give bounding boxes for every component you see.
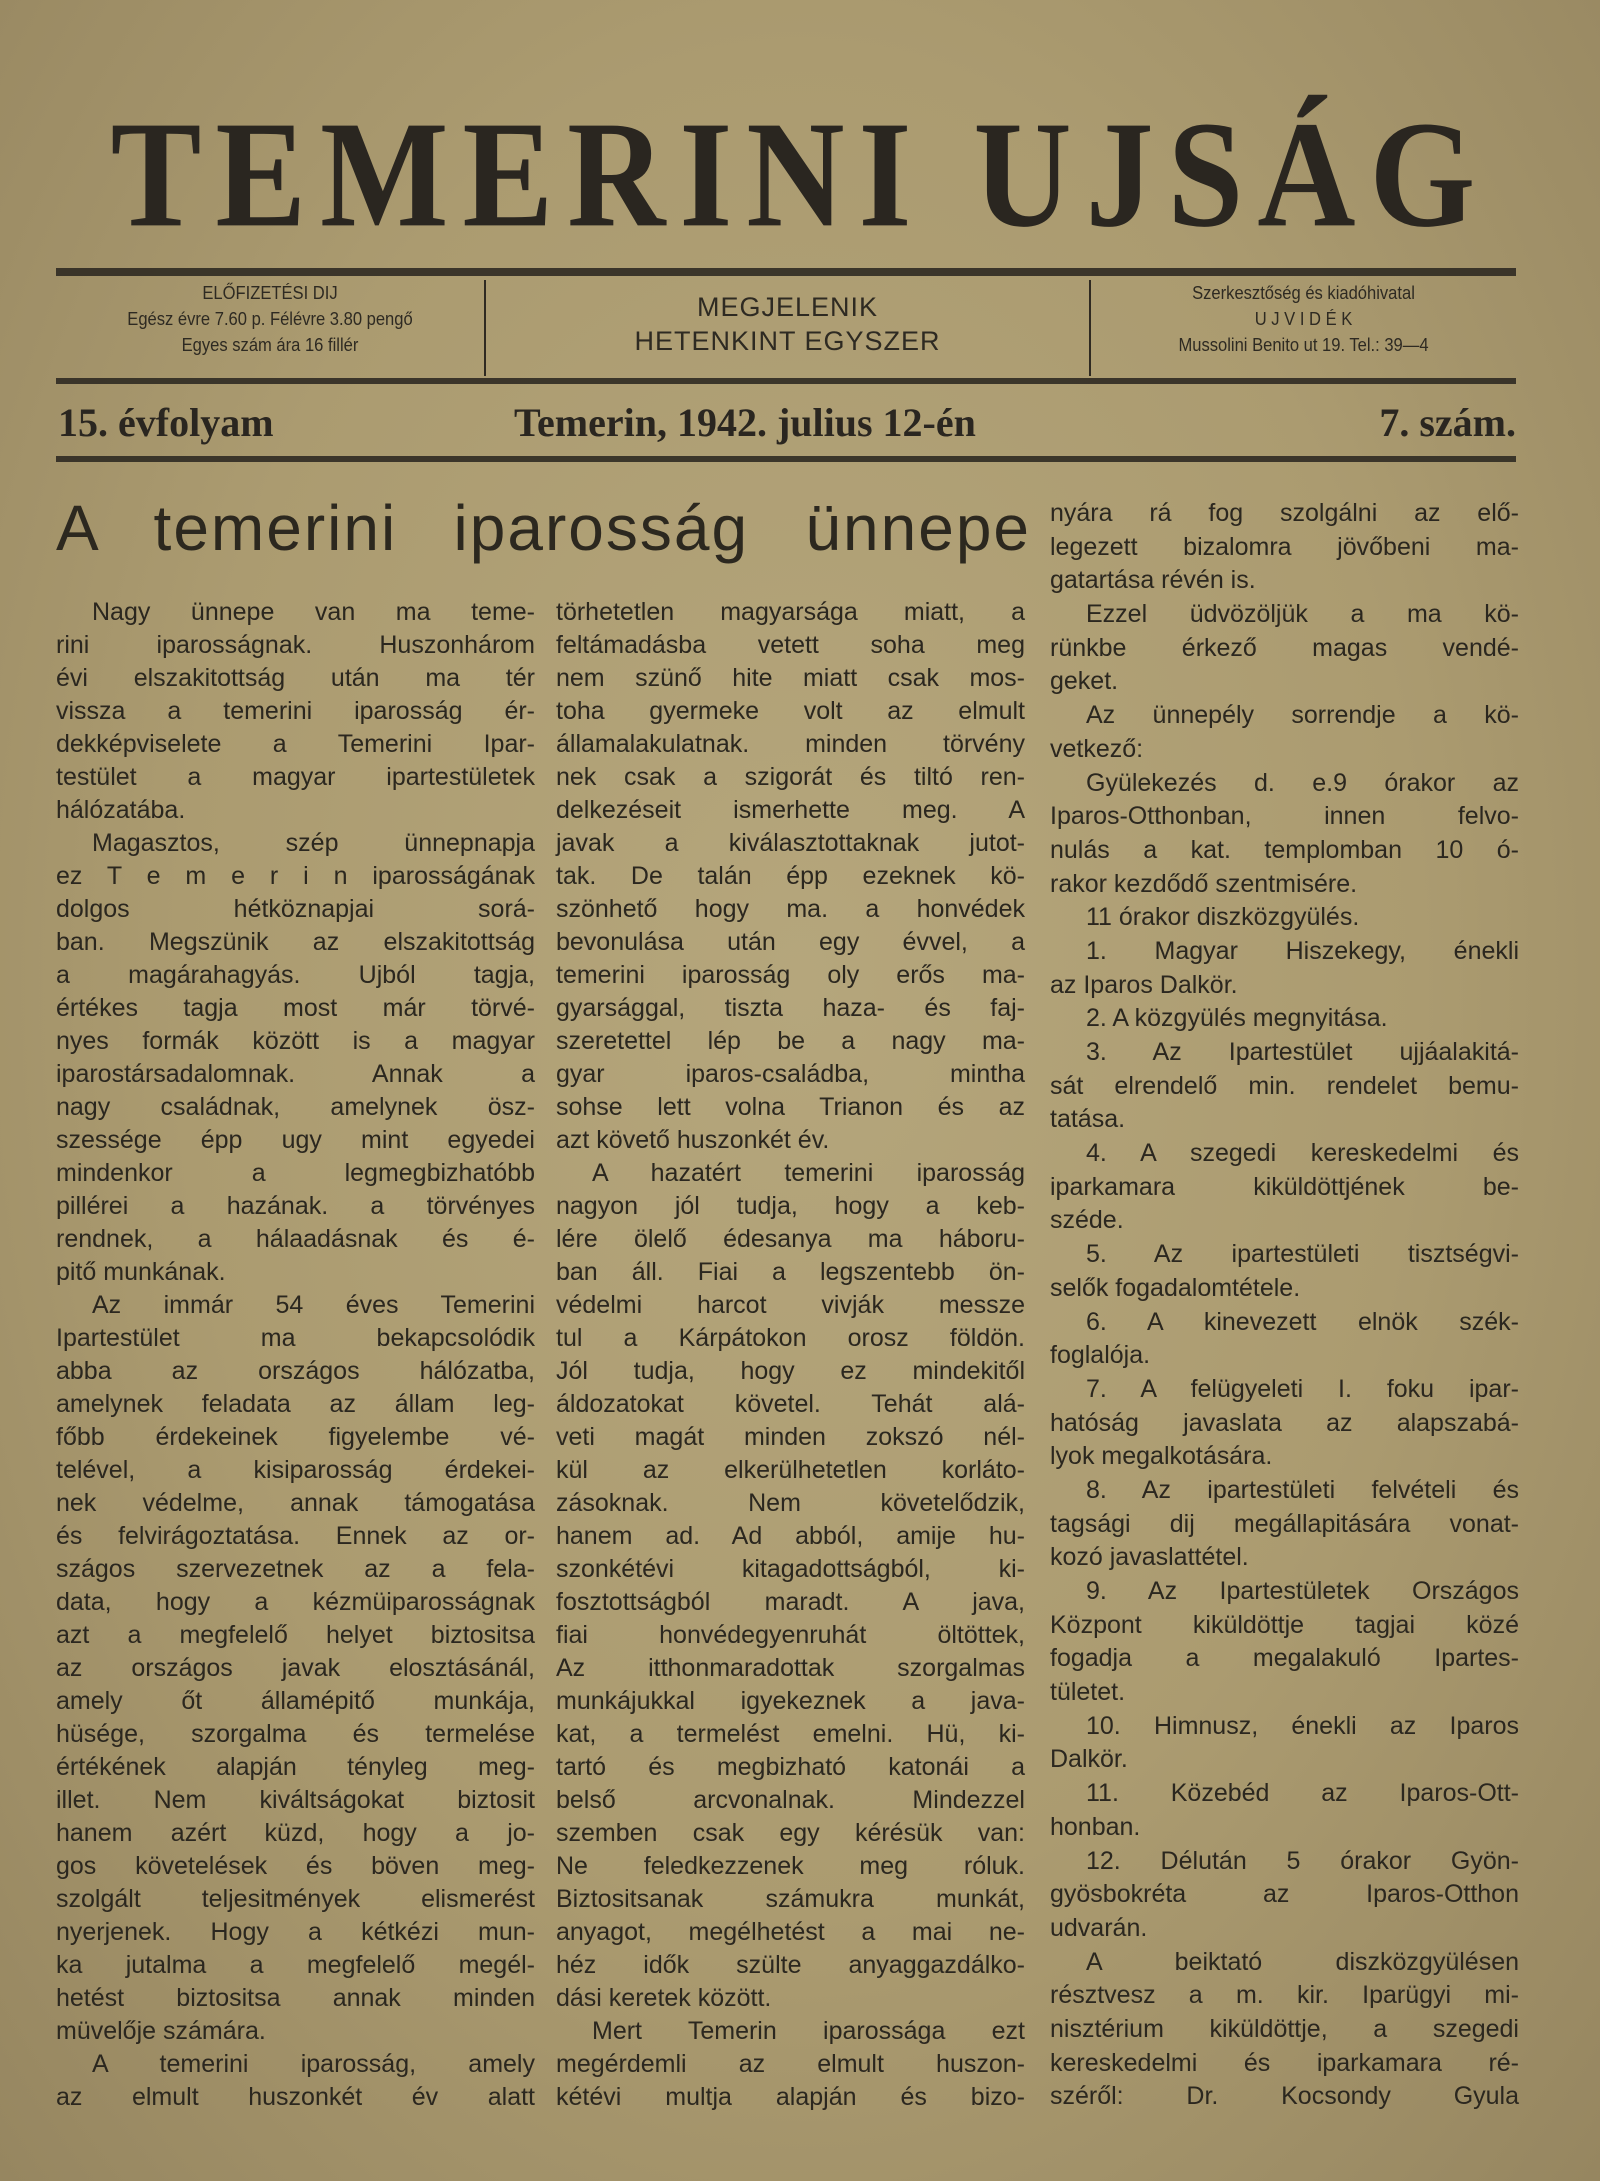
- text-line: 11. Közebéd az Iparos-Ott-: [1086, 1779, 1519, 1808]
- text-line: 1. Magyar Hiszekegy, énekli: [1086, 936, 1519, 965]
- text-line: A temerini iparosság, amely: [92, 2050, 535, 2078]
- text-line: héz idők szülte anyaggazdálko-: [556, 1951, 1025, 1979]
- text-line: törhetetlen magyarsága miatt, a: [556, 598, 1025, 626]
- text-line: iparostársadalomnak. Annak a: [56, 1060, 535, 1088]
- text-line: államalakulatnak. minden törvény: [556, 730, 1025, 758]
- text-line: udvarán.: [1050, 1913, 1148, 1942]
- text-line: szessége épp ugy mint egyedei: [56, 1126, 535, 1154]
- text-line: az elmult huszonkét év alatt: [56, 2083, 535, 2111]
- article-column-2: [556, 596, 1025, 2114]
- article-column-3: [1050, 497, 1519, 2114]
- text-line: Dalkör.: [1050, 1745, 1128, 1774]
- text-line: Iparos-Otthonban, innen felvo-: [1050, 802, 1519, 831]
- text-line: fiai honvédegyenruhát öltöttek,: [556, 1621, 1025, 1649]
- text-line: nulás a kat. templomban 10 ó-: [1050, 835, 1519, 864]
- text-line: résztvesz a m. kir. Iparügyi mi-: [1050, 1981, 1519, 2010]
- text-line: 11 órakor diszközgyülés.: [1086, 903, 1360, 932]
- text-line: mindenkor a legmegbizhatóbb: [56, 1159, 535, 1187]
- text-line: gyarsággal, tiszta haza- és faj-: [556, 994, 1025, 1022]
- text-line: Nagy ünnepe van ma teme-: [92, 598, 535, 626]
- text-line: javak a kiválasztottaknak jutot-: [556, 829, 1025, 857]
- office-box: [1091, 280, 1516, 376]
- text-line: Ezzel üdvözöljük a ma kö-: [1086, 600, 1519, 629]
- text-line: pitő munkának.: [56, 1258, 226, 1286]
- text-line: gatartása révén is.: [1050, 566, 1256, 595]
- text-line: áldozatokat követel. Tehát alá-: [556, 1390, 1025, 1418]
- text-line: 12. Délután 5 órakor Gyön-: [1086, 1846, 1519, 1875]
- text-line: honban.: [1050, 1812, 1141, 1841]
- office-city: U J V I D É K: [1254, 309, 1353, 329]
- text-line: hálózatába.: [56, 796, 186, 824]
- text-line: szágos szervezetnek az a fela-: [56, 1555, 535, 1583]
- newspaper-masthead: TEMERINI UJSÁG: [110, 91, 1490, 259]
- text-line: Központ kiküldöttje tagjai közé: [1050, 1610, 1519, 1639]
- text-line: hüsége, szorgalma és termelése: [56, 1720, 535, 1748]
- text-line: hanem ad. Ad abból, amije hu-: [556, 1522, 1025, 1550]
- text-line: sát elrendelő min. rendelet bemu-: [1050, 1071, 1519, 1100]
- text-line: széről: Dr. Kocsondy Gyula: [1050, 2082, 1519, 2111]
- text-line: nisztérium kiküldöttje, a szegedi: [1050, 2014, 1519, 2043]
- text-line: temerini iparosság oly erős ma-: [556, 961, 1025, 989]
- text-line: belső arcvonalnak. Mindezzel: [556, 1786, 1025, 1814]
- subscription-price: Egész évre 7.60 p. Félévre 3.80 pengő: [127, 309, 413, 329]
- text-line: ez T e m e r i n iparosságának: [56, 862, 535, 890]
- text-line: szönhető hogy ma. a honvédek: [556, 895, 1025, 923]
- text-line: szonkétévi kitagadottságból, ki-: [556, 1555, 1025, 1583]
- text-line: 3. Az Ipartestület ujjáalakitá-: [1086, 1038, 1519, 1066]
- text-line: dolgos hétköznapjai sorá-: [56, 895, 535, 923]
- text-line: Az ünnepély sorrendje a kö-: [1086, 701, 1519, 730]
- text-line: lére ölelő édesanya ma háboru-: [556, 1225, 1025, 1253]
- text-line: Mert Temerin iparossága ezt: [592, 2017, 1025, 2045]
- text-line: anyagot, megélhetést a mai ne-: [556, 1918, 1025, 1946]
- text-line: lyok megalkotására.: [1050, 1442, 1273, 1471]
- text-line: geket.: [1050, 667, 1119, 696]
- text-line: azt követő huszonkét év.: [556, 1126, 830, 1154]
- text-line: Az immár 54 éves Temerini: [92, 1291, 535, 1319]
- text-line: Gyülekezés d. e.9 órakor az: [1086, 768, 1519, 797]
- text-line: sohse lett volna Trianon és az: [556, 1093, 1025, 1121]
- text-line: évi elszakitottság után ma tér: [56, 664, 535, 692]
- text-line: Az itthonmaradottak szorgalmas: [556, 1654, 1025, 1682]
- article-column-1: [56, 596, 535, 2114]
- frequency-line2: HETENKINT EGYSZER: [634, 326, 941, 356]
- text-line: foglalója.: [1050, 1341, 1151, 1370]
- text-line: iparkamara kiküldöttjének be-: [1050, 1172, 1519, 1201]
- text-line: hetést biztositsa annak minden: [56, 1984, 535, 2012]
- text-line: illet. Nem kiváltságokat biztosit: [56, 1786, 535, 1814]
- header-rule: [56, 378, 1516, 384]
- text-line: nyes formák között is a magyar: [56, 1027, 535, 1055]
- text-line: rünkbe érkező magas vendé-: [1050, 633, 1519, 662]
- text-line: abba az országos hálózatba,: [56, 1357, 535, 1385]
- text-line: dekképviselete a Temerini Ipar-: [56, 730, 535, 758]
- text-line: Ipartestület ma bekapcsolódik: [56, 1324, 535, 1352]
- text-line: kat, a termelést emelni. Hü, ki-: [556, 1720, 1025, 1748]
- frequency-line1: MEGJELENIK: [696, 292, 879, 322]
- text-line: Magasztos, szép ünnepnapja: [92, 829, 535, 857]
- text-line: fosztottságból maradt. A java,: [556, 1588, 1025, 1616]
- frequency-box: [486, 280, 1089, 386]
- text-line: vetkező:: [1050, 734, 1144, 763]
- subscription-title: ELŐFIZETÉSI DIJ: [202, 283, 338, 303]
- text-line: A hazatért temerini iparosság: [592, 1159, 1025, 1187]
- text-line: Ne feledkezzenek meg róluk.: [556, 1852, 1025, 1880]
- text-line: müvelője számára.: [56, 2017, 266, 2045]
- article-headline: A temerini iparosság ünnepe: [56, 492, 1031, 564]
- text-line: hanem azért küzd, hogy a jo-: [56, 1819, 535, 1847]
- text-line: gyar iparos-családba, mintha: [556, 1060, 1025, 1088]
- text-line: 7. A felügyeleti I. foku ipar-: [1086, 1374, 1519, 1403]
- text-line: Jól tudja, hogy ez mindekitől: [556, 1357, 1025, 1385]
- issue-number: 7. szám.: [1379, 400, 1516, 445]
- text-line: 2. A közgyülés megnyitása.: [1086, 1004, 1388, 1033]
- text-line: kül az elkerülhetetlen korláto-: [556, 1456, 1025, 1484]
- volume-number: 15. évfolyam: [58, 400, 274, 445]
- text-line: 10. Himnusz, énekli az Iparos: [1086, 1711, 1519, 1740]
- text-line: selők fogadalomtétele.: [1050, 1273, 1301, 1302]
- text-line: tagsági dij megállapitására vonat-: [1050, 1509, 1519, 1538]
- text-line: kozó javaslattétel.: [1050, 1543, 1249, 1572]
- text-line: rakor kezdődő szentmisére.: [1050, 869, 1358, 898]
- office-label: Szerkesztőség és kiadóhivatal: [1192, 283, 1415, 303]
- text-line: értékes tagja most már törvé-: [56, 994, 535, 1022]
- text-line: fogadja a megalakuló Ipartes-: [1050, 1644, 1519, 1673]
- text-line: gos követelések és böven meg-: [56, 1852, 535, 1880]
- text-line: ka jutalma a megfelelő megél-: [56, 1951, 535, 1979]
- text-line: védelmi harcot vivják messze: [556, 1291, 1025, 1319]
- text-line: 6. A kinevezett elnök szék-: [1086, 1307, 1519, 1336]
- text-line: 5. Az ipartestületi tisztségvi-: [1086, 1240, 1519, 1269]
- text-line: delkezéseit ismerhette meg. A: [556, 796, 1025, 824]
- text-line: bevonulása után egy évvel, a: [556, 928, 1025, 956]
- text-line: nem szünő hite miatt csak mos-: [556, 664, 1025, 692]
- text-line: data, hogy a kézmüiparosságnak: [56, 1588, 535, 1616]
- text-line: kereskedelmi és iparkamara ré-: [1050, 2048, 1519, 2077]
- subscription-box: [56, 280, 484, 376]
- text-line: tak. De talán épp ezeknek kö-: [556, 862, 1025, 890]
- office-address: Mussolini Benito ut 19. Tel.: 39—4: [1178, 335, 1429, 355]
- text-line: az Iparos Dalkör.: [1050, 970, 1238, 999]
- text-line: és felvirágoztatása. Ennek az or-: [56, 1522, 535, 1550]
- text-line: ban. Megszünik az elszakitottság: [56, 928, 535, 956]
- text-line: nek csak a szigorát és tiltó ren-: [556, 763, 1025, 791]
- text-line: 8. Az ipartestületi felvételi és: [1086, 1475, 1519, 1504]
- masthead-rule: [56, 268, 1516, 276]
- text-line: széde.: [1050, 1206, 1124, 1235]
- text-line: tul a Kárpátokon orosz földön.: [556, 1324, 1025, 1352]
- text-line: kétévi multja alapján és bizo-: [556, 2083, 1025, 2111]
- text-line: tartó és megbizható katonái a: [556, 1753, 1025, 1781]
- text-line: pillérei a hazának. a törvényes: [56, 1192, 535, 1220]
- text-line: nyerjenek. Hogy a kétkézi mun-: [56, 1918, 535, 1946]
- text-line: amelynek feladata az állam leg-: [56, 1390, 535, 1418]
- text-line: zásoknak. Nem követelődzik,: [556, 1489, 1025, 1517]
- text-line: 9. Az Ipartestületek Országos: [1086, 1577, 1519, 1605]
- text-line: telével, a kisiparosság érdekei-: [56, 1456, 535, 1484]
- text-line: az országos javak elosztásánál,: [56, 1654, 535, 1682]
- dateline: Temerin, 1942. julius 12-én: [514, 400, 976, 445]
- text-line: értékének alapján tényleg meg-: [56, 1753, 535, 1781]
- text-line: szolgált teljesitmények elismerést: [56, 1885, 535, 1913]
- text-line: rendnek, a hálaadásnak és é-: [56, 1225, 535, 1253]
- text-line: nek védelme, annak támogatása: [56, 1489, 535, 1517]
- text-line: nyára rá fog szolgálni az elő-: [1050, 499, 1519, 527]
- text-line: feltámadásba vetett soha meg: [556, 631, 1025, 659]
- text-line: azt a megfelelő helyet biztositsa: [56, 1621, 535, 1649]
- issue-rule: [56, 456, 1516, 462]
- text-line: dási keretek között.: [556, 1984, 772, 2012]
- text-line: amely őt államépitő munkája,: [56, 1687, 535, 1715]
- text-line: 4. A szegedi kereskedelmi és: [1086, 1139, 1519, 1168]
- text-line: ban áll. Fiai a legszentebb ön-: [556, 1258, 1025, 1286]
- text-line: szemben csak egy kérésük van:: [556, 1819, 1025, 1847]
- text-line: munkájukkal igyekeznek a java-: [556, 1687, 1025, 1715]
- text-line: tületet.: [1050, 1678, 1126, 1707]
- text-line: főbb érdekeinek figyelembe vé-: [56, 1423, 535, 1451]
- text-line: A beiktató diszközgyülésen: [1086, 1947, 1519, 1976]
- text-line: szeretettel lép be a nagy ma-: [556, 1027, 1025, 1055]
- text-line: gyösbokréta az Iparos-Otthon: [1050, 1880, 1519, 1909]
- text-line: veti magát minden zokszó nél-: [556, 1423, 1025, 1451]
- single-copy-price: Egyes szám ára 16 fillér: [181, 335, 359, 355]
- text-line: rini iparosságnak. Huszonhárom: [56, 631, 535, 659]
- text-line: megérdemli az elmult huszon-: [556, 2050, 1025, 2078]
- text-line: vissza a temerini iparosság ér-: [56, 697, 535, 725]
- text-line: a magárahagyás. Ujból tagja,: [56, 961, 535, 989]
- text-line: nagyon jól tudja, hogy a keb-: [556, 1192, 1025, 1220]
- text-line: tatása.: [1050, 1105, 1126, 1134]
- text-line: testület a magyar ipartestületek: [56, 763, 535, 791]
- text-line: hatóság javaslata az alapszabá-: [1050, 1408, 1519, 1437]
- text-line: toha gyermeke volt az elmult: [556, 697, 1025, 725]
- text-line: legezett bizalomra jövőbeni ma-: [1050, 532, 1519, 561]
- text-line: Biztositsanak számukra munkát,: [556, 1885, 1025, 1913]
- text-line: nagy családnak, amelynek ösz-: [56, 1093, 535, 1121]
